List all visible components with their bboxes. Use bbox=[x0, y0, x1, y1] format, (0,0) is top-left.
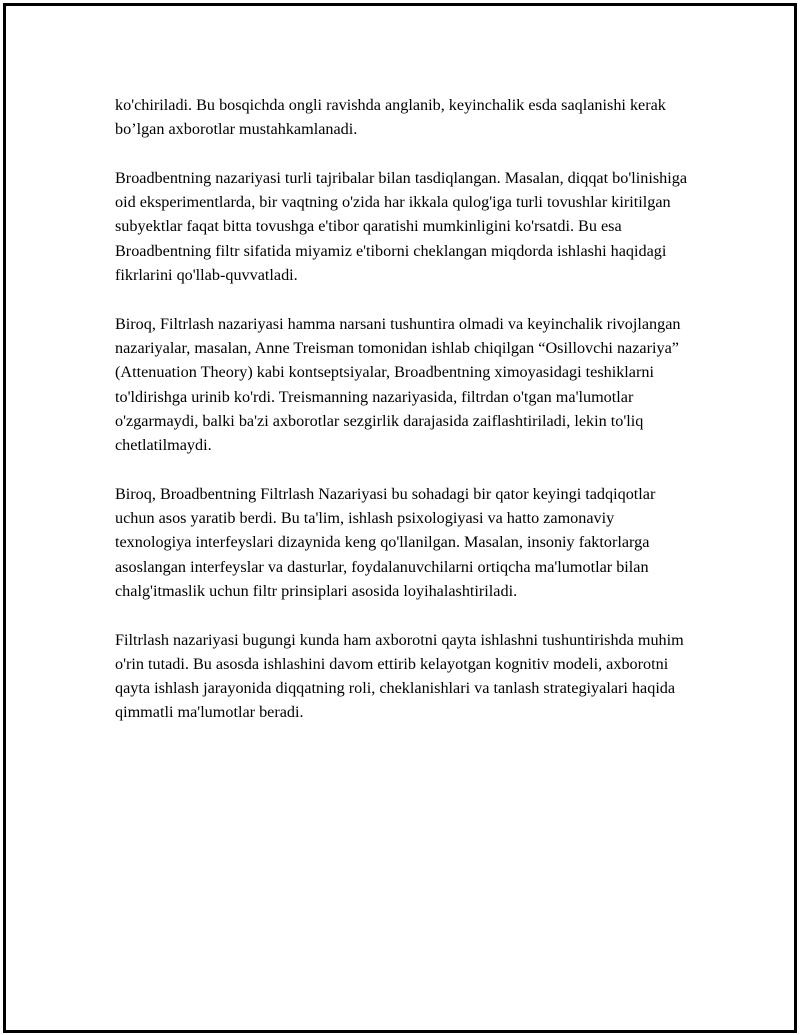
paragraph-3: Biroq, Filtrlash nazariyasi hamma narsani tushuntira olmadi va keyinchalik rivojlangan nazariyalar, masalan, Anne Treisman tomonidan ishlab chiqilgan “Osillovchi nazariya” (Attenuation Theory) kabi kontseptsiyalar, Broadbentning ximoyasidagi teshiklarni to'ldirishga urinib ko'rdi. Treismanning nazariyasida, filtrdan o'tgan ma'lumotlar o'zgarmaydi, balki ba'zi axborotlar sezgirlik darajasida zaiflashtiriladi, lekin to'liq chetlatilmaydi. bbox=[115, 314, 681, 455]
paragraph-1: ko'chiriladi. Bu bosqichda ongli ravishda anglanib, keyinchalik esda saqlanishi kerak bo’lgan axborotlar mustahkamlanadi. bbox=[115, 96, 666, 139]
paragraph-2: Broadbentning nazariyasi turli tajribalar bilan tasdiqlangan. Masalan, diqqat bo'linishiga oid eksperimentlarda, bir vaqtning o'zida har ikkala qulog'iga turli tovushlar kiritilgan subyektlar faqat bitta tovushga e'tibor qaratishi mumkinligini ko'rsatdi. Bu esa Broadbentning filtr sifatida miyamiz e'tiborni cheklangan miqdorda ishlashi haqidagi fikrlarini qo'llab-quvvatladi. bbox=[115, 168, 688, 285]
document-body bbox=[115, 93, 690, 749]
paragraph-5: Filtrlash nazariyasi bugungi kunda ham axborotni qayta ishlashni tushuntirishda muhim o'rin tutadi. Bu asosda ishlashini davom ettirib kelayotgan kognitiv modeli, axborotni qayta ishlash jarayonida diqqatning roli, cheklanishlari va tanlash strategiyalari haqida qimmatli ma'lumotlar beradi. bbox=[115, 630, 684, 722]
paragraph-4: Biroq, Broadbentning Filtrlash Nazariyasi bu sohadagi bir qator keyingi tadqiqotlar uchun asos yaratib berdi. Bu ta'lim, ishlash psixologiyasi va hatto zamonaviy texnologiya interfeyslari dizaynida keng qo'llanilgan. Masalan, insoniy faktorlarga asoslangan interfeyslar va dasturlar, foydalanuvchilarni ortiqcha ma'lumotlar bilan chalg'itmaslik uchun filtr prinsiplari asosida loyihalashtiriladi. bbox=[115, 484, 656, 600]
